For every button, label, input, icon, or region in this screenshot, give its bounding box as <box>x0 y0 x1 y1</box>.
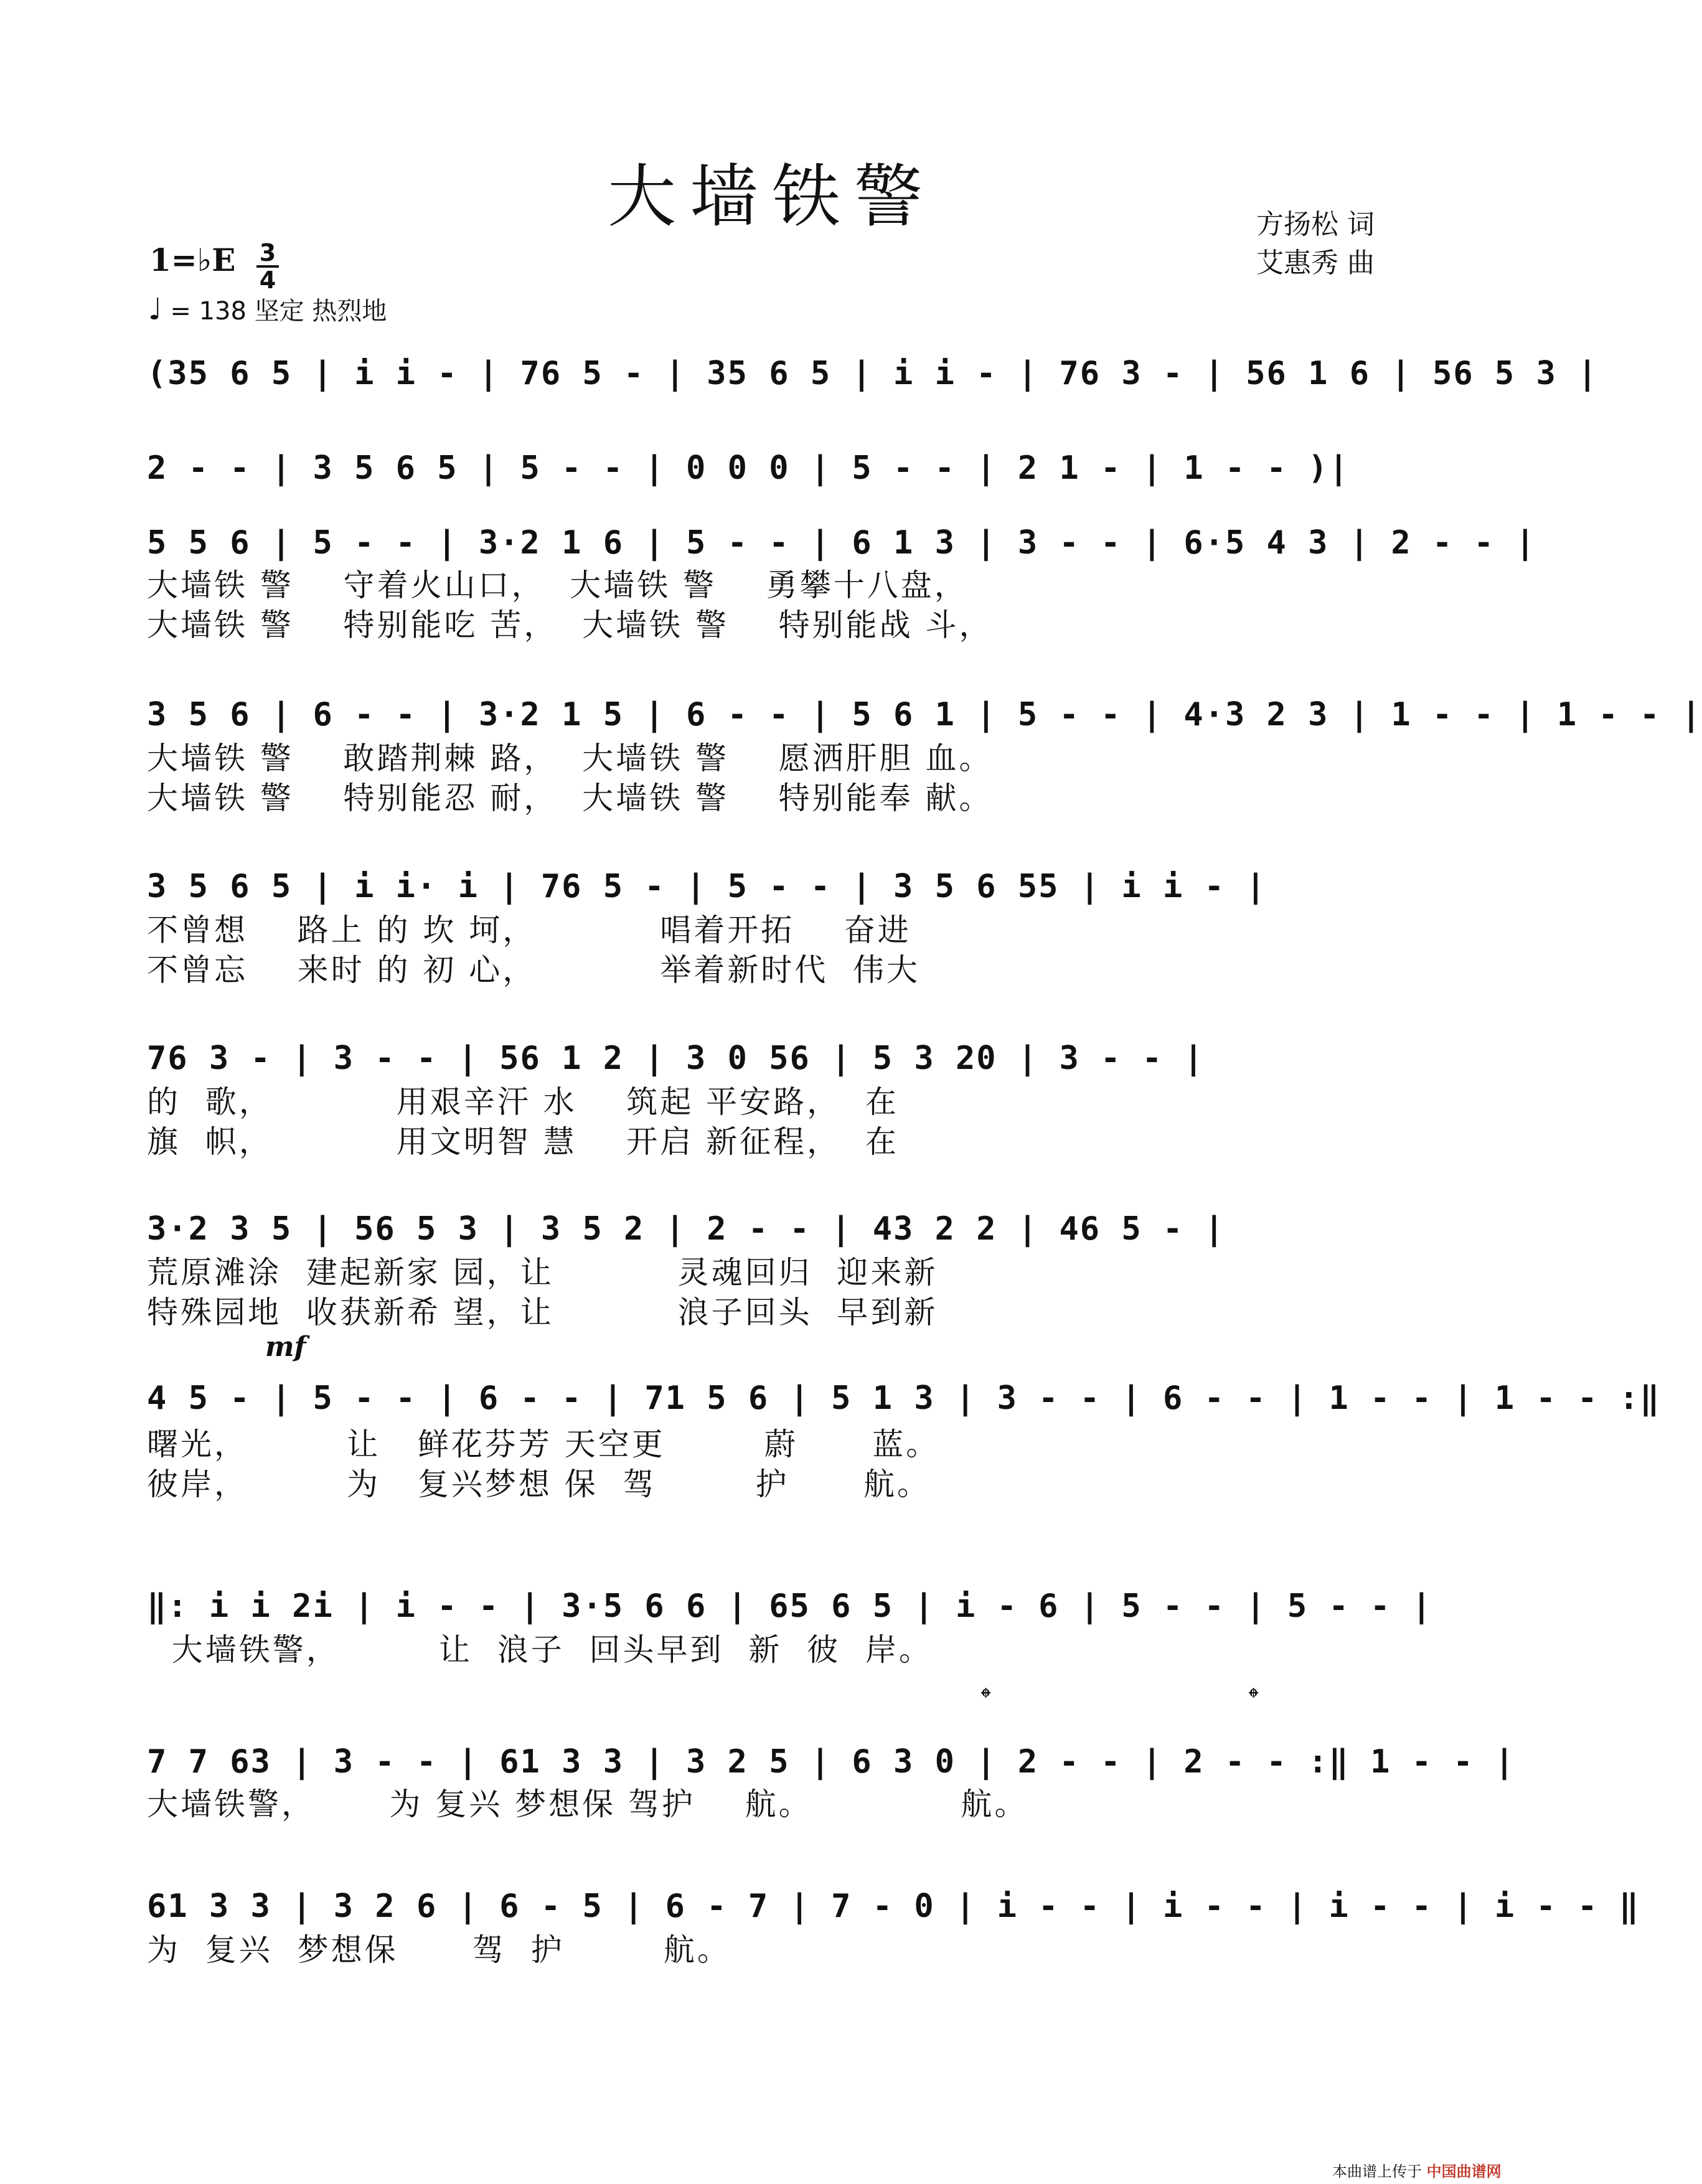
notation-row: 61 3 3 | 3 2 6 | 6 - 5 | 6 - 7 | 7 - 0 | i - - | i - - | i - - | i - - ‖ <box>147 1888 1640 1925</box>
meter-bottom: 4 <box>256 265 279 293</box>
footer-site-logo: 中国曲谱网 <box>1426 2163 1502 2180</box>
lyric-line: 的 歌， 用艰辛汗 水 筑起 平安路， 在 <box>147 1084 899 1120</box>
tempo-expression: 坚定 热烈地 <box>254 297 387 326</box>
notation-row: 3·2 3 5 | 56 5 3 | 3 5 2 | 2 - - | 43 2 2 | 46 5 - | <box>147 1210 1225 1248</box>
lyric-line: 旗 帜， 用文明智 慧 开启 新征程， 在 <box>147 1124 899 1160</box>
notation-row: 2 - - | 3 5 6 5 | 5 - - | 0 0 0 | 5 - - | 2 1 - | 1 - - )| <box>147 450 1350 487</box>
lyric-line: 大墙铁 警 敢踏荆棘 路， 大墙铁 警 愿洒肝胆 血。 <box>147 740 993 776</box>
notation-row: 76 3 - | 3 - - | 56 1 2 | 3 0 56 | 5 3 20 | 3 - - | <box>147 1040 1205 1077</box>
notation-row: 3 5 6 | 6 - - | 3·2 1 5 | 6 - - | 5 6 1 | 5 - - | 4·3 2 3 | 1 - - | 1 - - | <box>147 696 1702 733</box>
lyric-line: 彼岸， 为 复兴梦想 保 驾 护 航。 <box>147 1466 931 1502</box>
lyric-line: 不曾忘 来时 的 初 心， 举着新时代 伟大 <box>147 952 920 988</box>
dynamic-mf: mf <box>265 1331 306 1363</box>
footer-text: 本曲谱上传于 <box>1332 2163 1422 2180</box>
key-signature: 1=♭E <box>149 242 236 278</box>
composer: 艾惠秀 曲 <box>1256 247 1375 279</box>
lyric-line: 特殊园地 收获新希 望，让 浪子回头 早到新 <box>147 1294 938 1330</box>
footer-watermark <box>1332 2159 1502 2181</box>
lyric-line: 大墙铁 警 特别能吃 苦， 大墙铁 警 特别能战 斗， <box>147 607 993 643</box>
lyric-line: 为 复兴 梦想保 驾 护 航。 <box>147 1932 731 1968</box>
lyric-line: 大墙铁 警 特别能忍 耐， 大墙铁 警 特别能奉 献。 <box>147 780 993 816</box>
notation-row: ‖: i i 2i | i - - | 3·5 6 6 | 65 6 5 | i - 6 | 5 - - | 5 - - | <box>147 1588 1433 1625</box>
notation-row: 7 7 63 | 3 - - | 61 3 3 | 3 2 5 | 6 3 0 | 2 - - | 2 - - :‖ 1 - - | <box>147 1743 1516 1781</box>
tempo-value: = 138 <box>170 297 247 326</box>
lyric-line: 大墙铁 警 守着火山口， 大墙铁 警 勇攀十八盘， <box>147 567 968 603</box>
meter-top: 3 <box>259 239 276 266</box>
lyric-line: 曙光， 让 鲜花芬芳 天空更 蔚 蓝。 <box>147 1426 940 1462</box>
lyricist: 方扬松 词 <box>1256 209 1375 240</box>
page-title: 大墙铁警 <box>608 157 936 237</box>
quarter-note-icon: ♩ <box>148 292 162 327</box>
lyric-line: 大墙铁警， 为 复兴 梦想保 驾护 航。 航。 <box>147 1786 1028 1822</box>
lyric-line: 不曾想 路上 的 坎 坷， 唱着开拓 奋进 <box>147 912 911 948</box>
coda-icon: 𝄌 <box>981 1682 991 1714</box>
notation-row: 3 5 6 5 | i i· i | 76 5 - | 5 - - | 3 5 6 55 | i i - | <box>147 868 1267 905</box>
lyric-line: 荒原滩涂 建起新家 园，让 灵魂回归 迎来新 <box>147 1254 938 1291</box>
notation-row: 4 5 - | 5 - - | 6 - - | 71 5 6 | 5 1 3 | 3 - - | 6 - - | 1 - - | 1 - - :‖ <box>147 1380 1661 1417</box>
lyric-line: 大墙铁警， 让 浪子 回头早到 新 彼 岸。 <box>147 1632 933 1668</box>
notation-row: 5 5 6 | 5 - - | 3·2 1 6 | 5 - - | 6 1 3 | 3 - - | 6·5 4 3 | 2 - - | <box>147 524 1536 562</box>
coda-icon: 𝄌 <box>1249 1682 1259 1714</box>
notation-row: (35 6 5 | i i - | 76 5 - | 35 6 5 | i i - | 76 3 - | 56 1 6 | 56 5 3 | <box>147 355 1599 392</box>
